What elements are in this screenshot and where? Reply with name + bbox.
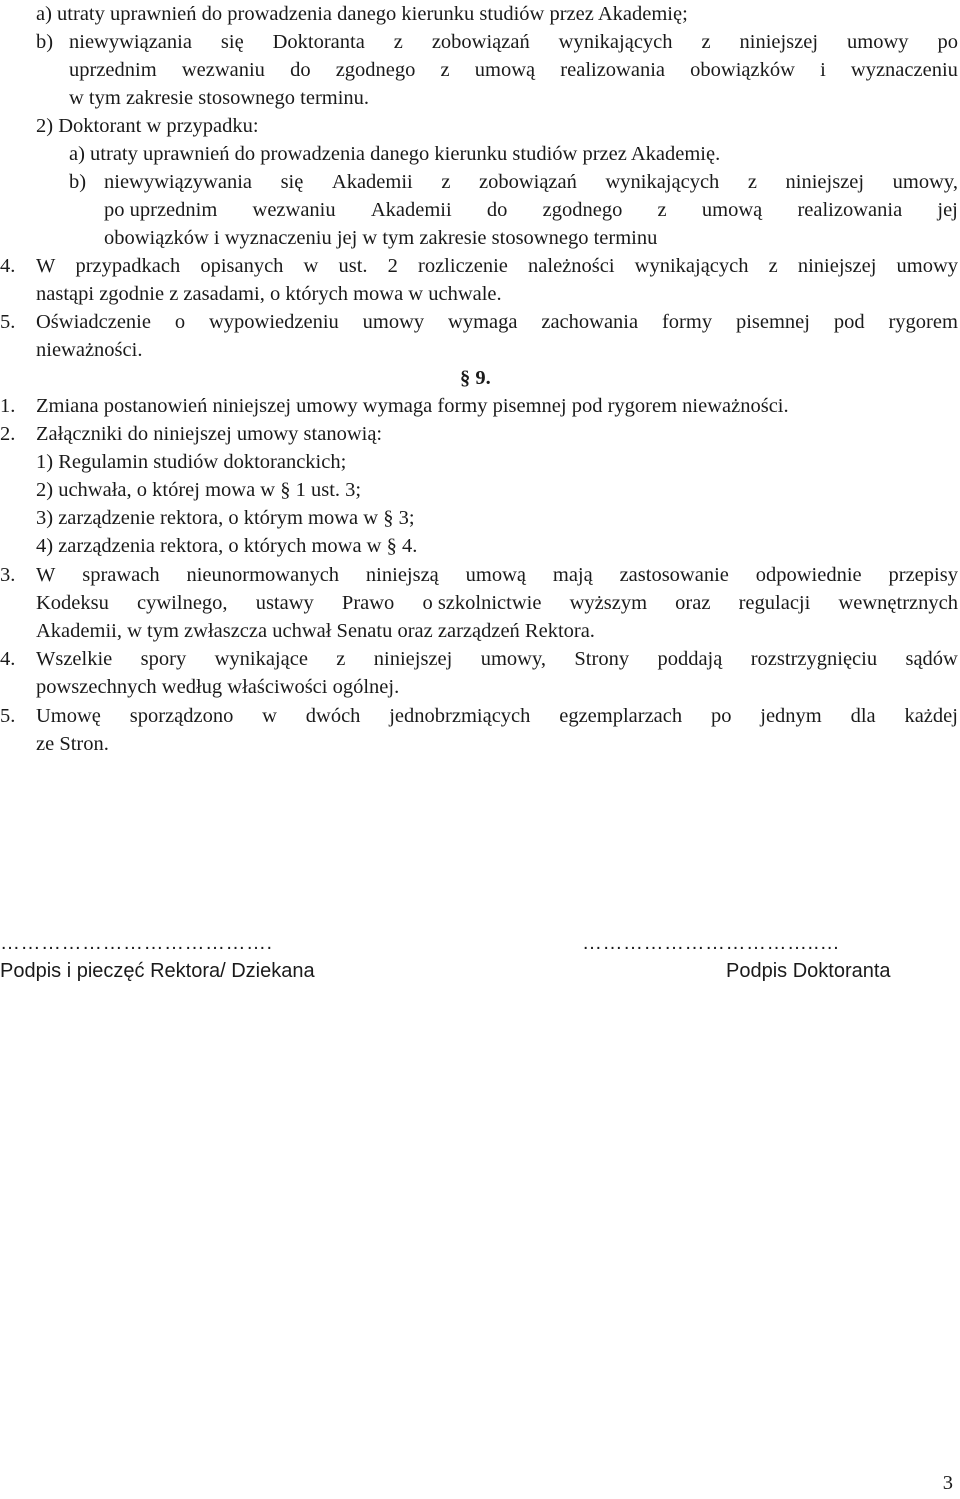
word: niewywiązywania [104,171,252,193]
word: Strony [574,648,630,670]
s9-5-line-2: ze Stron. [36,733,109,755]
item-2b-line-2 [104,196,958,224]
word: rozstrzygnięciu [750,648,878,670]
word: wynikających [634,255,749,277]
word: realizowania [797,199,903,221]
word: pisemnej [735,311,810,333]
word: niniejszej [739,31,819,53]
signature-label-rector: Podpis i pieczęć Rektora/ Dziekana [0,960,315,982]
word: formy [661,311,713,333]
word: niniejszej [373,648,453,670]
s9-4-line-1 [36,645,958,673]
word: przepisy [888,564,958,586]
word: odpowiednie [755,564,862,586]
signature-label-doctoral: Podpis Doktoranta [726,960,891,982]
word: z [393,31,403,53]
word: W [36,255,56,277]
s9-3-number: 3. [0,564,16,586]
word: wymaga [448,311,518,333]
page-number: 3 [942,1472,953,1494]
s9-2-number: 2. [0,423,16,445]
word: Doktoranta [272,31,365,53]
word: sądów [905,648,958,670]
item-1b-line-1 [69,28,958,56]
para-4-line-1 [36,252,958,280]
para-5-line-2: nieważności. [36,339,143,361]
word: ust. [338,255,368,277]
item-2b-line-1 [104,168,958,196]
word: umowy [896,255,958,277]
item-1b-line-3: w tym zakresie stosownego terminu. [69,87,370,109]
word: dwóch [305,705,361,727]
word: sprawach [82,564,160,586]
s9-1-number: 1. [0,395,16,417]
s9-4-line-2: powszechnych według właściwości ogólnej. [36,676,400,698]
word: niniejszej [797,255,877,277]
word: dla [850,705,876,727]
word: umową [465,564,527,586]
word: niniejszą [365,564,439,586]
word: wynikające [214,648,308,670]
signature-line-right: ……………………………..… [582,932,841,954]
word: Umowę [36,705,101,727]
s9-3-line-2 [36,589,958,617]
word: wynikających [605,171,720,193]
item-1b-line-2 [69,56,958,84]
word: wyższym [569,592,648,614]
word: Prawo [341,592,395,614]
s9-5-line-1 [36,702,958,730]
word: w [262,705,277,727]
word: umową [474,59,536,81]
s9-3-line-1 [36,561,958,589]
s9-1-text: Zmiana postanowień niniejszej umowy wymaga formy pisemnej pod rygorem nieważności. [36,395,789,417]
attachment-item: 3) zarządzenie rektora, o którym mowa w § 3; [36,507,415,529]
word: z [336,648,346,670]
word: obowiązków [690,59,795,81]
word: spory [140,648,187,670]
word: zgodnego [542,199,623,221]
item-2-heading: 2) Doktorant w przypadku: [36,115,259,137]
word: Kodeksu [36,592,109,614]
word: umowy, [892,171,958,193]
word: umowy, [480,648,547,670]
word: rozliczenie [418,255,508,277]
word: Wszelkie [36,648,113,670]
s9-4-number: 4. [0,648,16,670]
word: jednobrzmiących [389,705,531,727]
word: Akademii [370,199,452,221]
word: z [701,31,711,53]
word: się [280,171,304,193]
word: do [290,59,311,81]
s9-3-line-3: Akademii, w tym zwłaszcza uchwał Senatu oraz zarządzeń Rektora. [36,620,595,642]
word: wypowiedzeniu [208,311,339,333]
word: zobowiązań [431,31,530,53]
word: wynikających [558,31,673,53]
word: się [220,31,244,53]
word: zachowania [541,311,639,333]
word: z [657,199,667,221]
attachment-item: 4) zarządzenia rektora, o których mowa w § 4. [36,535,418,557]
word: po [937,31,958,53]
word: regulacji [738,592,811,614]
item-1b-marker: b) [36,31,54,53]
para-4-line-2: nastąpi zgodnie z zasadami, o których mowa w uchwale. [36,283,502,305]
item-2b-marker: b) [69,171,87,193]
word: mają [552,564,593,586]
word: niewywiązania [69,31,192,53]
word: zobowiązań [478,171,577,193]
word: do [486,199,508,221]
para-4-number: 4. [0,255,16,277]
word: 2 [387,255,398,277]
word: wezwaniu [181,59,265,81]
word: o szkolnictwie [422,592,542,614]
word: każdej [904,705,958,727]
word: nieunormowanych [186,564,340,586]
word: jej [937,199,958,221]
attachment-item: 1) Regulamin studiów doktoranckich; [36,451,347,473]
word: umową [701,199,763,221]
word: jednym [760,705,822,727]
word: i [820,59,826,81]
word: z [768,255,778,277]
word: wezwaniu [252,199,336,221]
word: W [36,564,56,586]
word: z [440,59,450,81]
word: niniejszej [785,171,865,193]
word: umowy [847,31,909,53]
word: z [747,171,757,193]
signature-line-left: …………………………………. [0,932,273,954]
word: zastosowanie [619,564,729,586]
attachment-item: 2) uchwała, o której mowa w § 1 ust. 3; [36,479,362,501]
word: realizowania [560,59,666,81]
s9-2-text: Załączniki do niniejszej umowy stanowią: [36,423,383,445]
item-2b-line-3: obowiązków i wyznaczeniu jej w tym zakresie stosownego terminu [104,227,658,249]
word: rygorem [888,311,958,333]
s9-5-number: 5. [0,705,16,727]
word: z [441,171,451,193]
word: przypadkach [75,255,181,277]
word: umowy [362,311,425,333]
word: zgodnego [335,59,416,81]
word: cywilnego, [137,592,228,614]
item-2a: a) utraty uprawnień do prowadzenia danego kierunku studiów przez Akademię. [69,143,721,165]
para-5-line-1 [36,308,958,336]
word: ustawy [255,592,314,614]
para-5-number: 5. [0,311,16,333]
word: uprzednim [69,59,157,81]
word: należności [528,255,615,277]
word: w [303,255,319,277]
word: Akademii [331,171,413,193]
word: opisanych [200,255,284,277]
word: po uprzednim [104,199,218,221]
word: Oświadczenie [36,311,151,333]
word: sporządzono [129,705,234,727]
word: o [174,311,186,333]
word: oraz [675,592,711,614]
item-1a: a) utraty uprawnień do prowadzenia danego kierunku studiów przez Akademię; [36,3,688,25]
word: po [710,705,732,727]
word: wyznaczeniu [850,59,958,81]
word: poddają [657,648,723,670]
word: wewnętrznych [838,592,958,614]
word: pod [833,311,865,333]
word: egzemplarzach [559,705,683,727]
section-heading: § 9. [460,367,491,389]
